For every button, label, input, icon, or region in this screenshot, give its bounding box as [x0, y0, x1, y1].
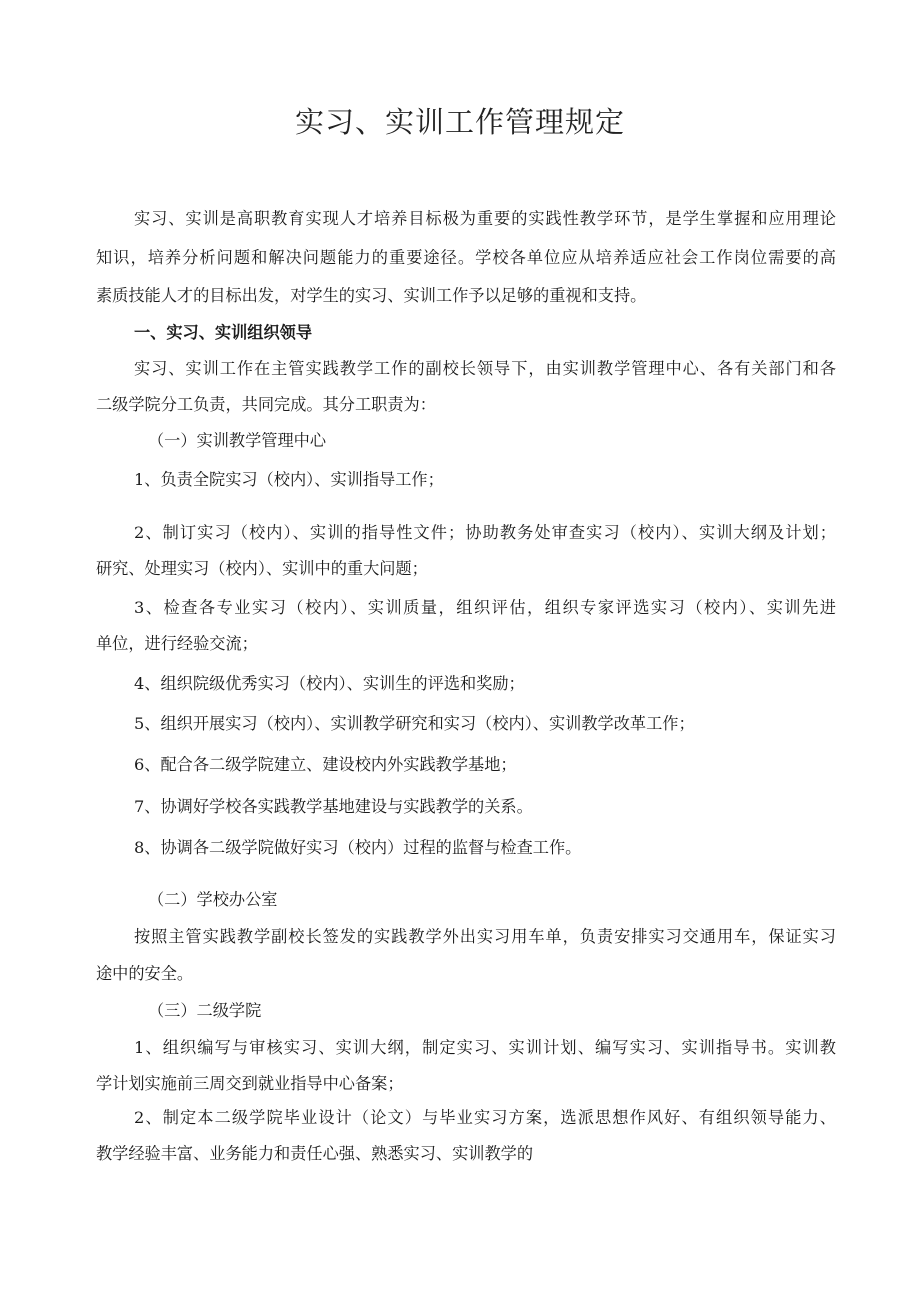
training-center-item-1: 1、负责全院实习（校内）、实训指导工作；: [134, 470, 444, 489]
training-center-item-3-line-1: 3、检查各专业实习（校内）、实训质量，组织评估，组织专家评选实习（校内）、实训先进: [134, 598, 836, 617]
training-center-item-2-line-2: 研究、处理实习（校内）、实训中的重大问题；: [96, 559, 428, 578]
subsection-heading-secondary-college: （三）二级学院: [148, 1001, 262, 1020]
section1-para-line-1: 实习、实训工作在主管实践教学工作的副校长领导下，由实训教学管理中心、各有关部门和各: [134, 359, 836, 378]
intro-line-3: 素质技能人才的目标出发，对学生的实习、实训工作予以足够的重视和支持。: [96, 286, 647, 305]
intro-line-1: 实习、实训是高职教育实现人才培养目标极为重要的实践性教学环节，是学生掌握和应用理论: [134, 209, 836, 228]
section-heading-organization: 一、实习、实训组织领导: [134, 323, 313, 342]
training-center-item-4: 4、组织院级优秀实习（校内）、实训生的评选和奖励；: [134, 674, 525, 693]
secondary-college-item-2-line-2: 教学经验丰富、业务能力和责任心强、熟悉实习、实训教学的: [96, 1144, 534, 1163]
school-office-para-line-1: 按照主管实践教学副校长签发的实践教学外出实习用车单，负责安排实习交通用车，保证实习: [134, 927, 836, 946]
secondary-college-item-1-line-2: 学计划实施前三周交到就业指导中心备案；: [96, 1074, 404, 1093]
intro-line-2: 知识，培养分析问题和解决问题能力的重要途径。学校各单位应从培养适应社会工作岗位需要的高: [96, 248, 836, 267]
training-center-item-2-line-1: 2、制订实习（校内）、实训的指导性文件；协助教务处审查实习（校内）、实训大纲及计划；: [134, 523, 836, 542]
secondary-college-item-1-line-1: 1、组织编写与审核实习、实训大纲，制定实习、实训计划、编写实习、实训指导书。实训教: [134, 1038, 836, 1057]
subsection-heading-training-center: （一）实训教学管理中心: [148, 431, 327, 450]
training-center-item-7: 7、协调好学校各实践教学基地建设与实践教学的关系。: [134, 797, 533, 816]
school-office-para-line-2: 途中的安全。: [96, 964, 194, 983]
training-center-item-5: 5、组织开展实习（校内）、实训教学研究和实习（校内）、实训教学改革工作；: [134, 714, 695, 733]
training-center-item-6: 6、配合各二级学院建立、建设校内外实践教学基地；: [134, 755, 517, 774]
document-title: 实习、实训工作管理规定: [294, 105, 625, 139]
training-center-item-8: 8、协调各二级学院做好实习（校内）过程的监督与检查工作。: [134, 838, 582, 857]
section1-para-line-2: 二级学院分工负责，共同完成。其分工职责为：: [96, 395, 436, 414]
subsection-heading-school-office: （二）学校办公室: [148, 890, 278, 909]
secondary-college-item-2-line-1: 2、制定本二级学院毕业设计（论文）与毕业实习方案，选派思想作风好、有组织领导能力、: [134, 1108, 836, 1127]
training-center-item-3-line-2: 单位，进行经验交流；: [96, 634, 258, 653]
